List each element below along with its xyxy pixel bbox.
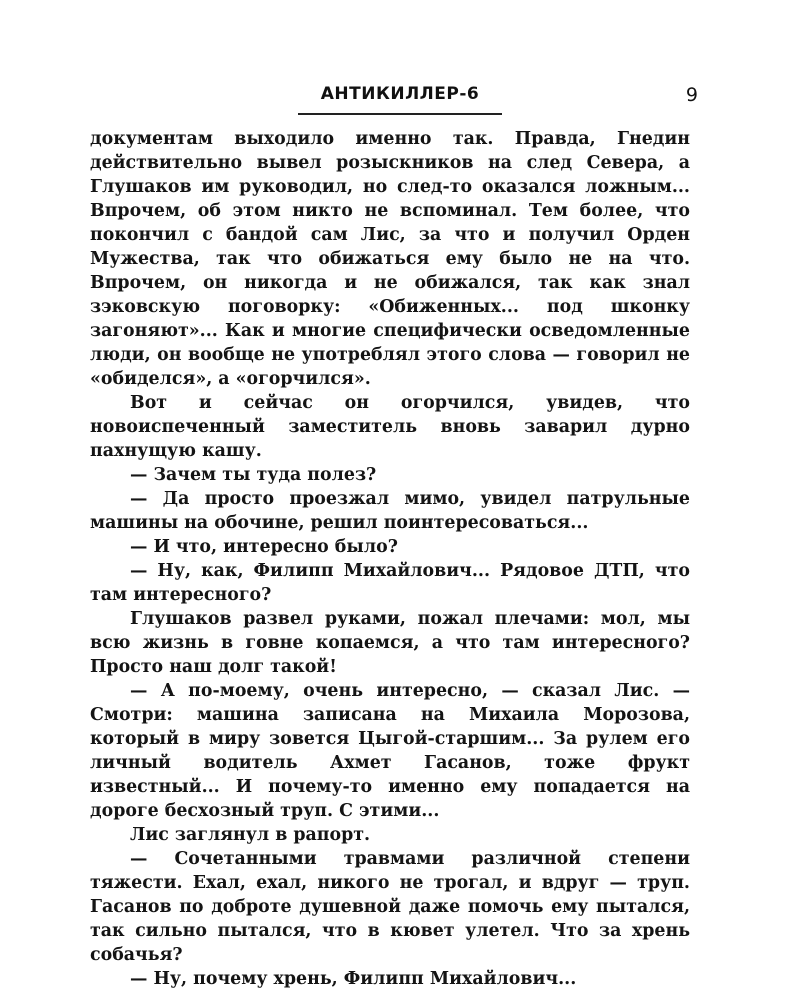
dialogue-line: — И что, интересно было?: [130, 537, 398, 557]
page-header: [90, 84, 710, 124]
dialogue-line: — Ну, как, Филипп Михайлович... Рядовое ДТП, что там интересного?: [90, 561, 690, 605]
dialogue-line: — А по-моему, очень интересно, — сказал Лис. — Смотри: машина записана на Михаила Морозова, который в миру зовется Цыгой-старшим... За рулем его личный водитель Ахмет Гасанов, тоже фрукт известный... И почему-то именно ему попадается на дороге бесхозный труп. С этими...: [90, 681, 690, 821]
paragraph: Вот и сейчас он огорчился, увидев, что новоиспеченный заместитель вновь заварил дурно пахнущую кашу.: [90, 393, 690, 461]
running-title: АНТИКИЛЛЕР-6: [320, 84, 480, 104]
body-text: [90, 127, 690, 991]
dialogue-line: — Да просто проезжал мимо, увидел патрульные машины на обочине, решил поинтересоваться...: [90, 489, 690, 533]
page-number: 9: [685, 84, 698, 106]
dialogue-line: — Ну, почему хрень, Филипп Михайлович...: [130, 969, 577, 989]
paragraph: документам выходило именно так. Правда, Гнедин действительно вывел розыскников на след Севера, а Глушаков им руководил, но след-то оказался ложным... Впрочем, об этом никто не вспоминал. Тем более, что покончил с бандой сам Лис, за что и получил Орден Мужества, так что обижаться ему было не на что. Впрочем, он никогда и не обижался, так как знал зэковскую поговорку: «Обиженных... под шконку загоняют»... Как и многие специфически осведомленные люди, он вообще не употреблял этого слова — говорил не «обиделся», а «огорчился».: [90, 129, 690, 389]
dialogue-line: — Зачем ты туда полез?: [130, 465, 377, 485]
paragraph: Глушаков развел руками, пожал плечами: мол, мы всю жизнь в говне копаемся, а что там интересного? Просто наш долг такой!: [90, 609, 690, 677]
dialogue-line: — Сочетанными травмами различной степени тяжести. Ехал, ехал, никого не трогал, и вдруг — труп. Гасанов по доброте душевной даже помочь ему пытался, так сильно пытался, что в кювет улетел. Что за хрень собачья?: [90, 849, 690, 965]
title-underline: [298, 113, 502, 115]
paragraph: Лис заглянул в рапорт.: [130, 825, 371, 845]
